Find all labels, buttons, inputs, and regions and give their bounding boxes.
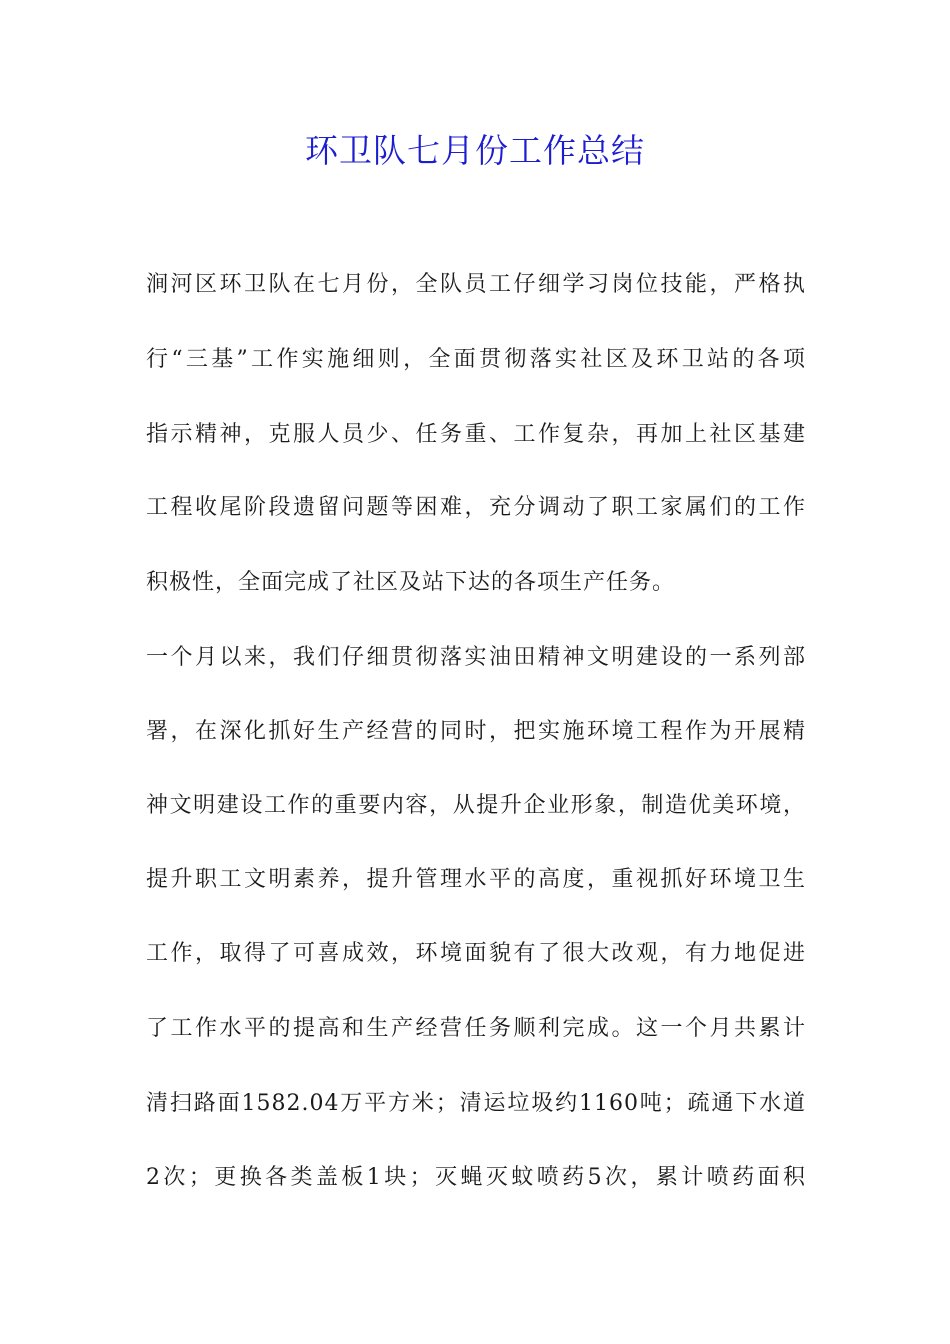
body-text-line: 指示精神，克服人员少、任务重、工作复杂，再加上社区基建 (146, 422, 806, 447)
body-text-line: 行“三基”工作实施细则，全面贯彻落实社区及环卫站的各项 (146, 347, 806, 372)
body-text-line: 涧河区环卫队在七月份，全队员工仔细学习岗位技能，严格执 (146, 272, 806, 297)
body-text-line: 了工作水平的提高和生产经营任务顺利完成。这一个月共累计 (146, 1016, 806, 1041)
body-text-line: 神文明建设工作的重要内容，从提升企业形象，制造优美环境， (146, 793, 806, 818)
body-text-line: 一个月以来，我们仔细贯彻落实油田精神文明建设的一系列部 (146, 645, 806, 670)
document-title: 环卫队七月份工作总结 (305, 131, 645, 170)
body-text-line: 2次；更换各类盖板1块；灭蝇灭蚊喷药5次，累计喷药面积 (146, 1165, 806, 1190)
body-text-line: 署，在深化抓好生产经营的同时，把实施环境工程作为开展精 (146, 719, 806, 744)
body-text-line: 工作，取得了可喜成效，环境面貌有了很大改观，有力地促进 (146, 941, 806, 966)
body-text-line: 工程收尾阶段遗留问题等困难，充分调动了职工家属们的工作 (146, 495, 806, 520)
body-text-line: 提升职工文明素养，提升管理水平的高度，重视抓好环境卫生 (146, 867, 806, 892)
body-text-line: 清扫路面1582.04万平方米；清运垃圾约1160吨；疏通下水道 (146, 1091, 806, 1116)
body-text-line: 积极性，全面完成了社区及站下达的各项生产任务。 (146, 570, 676, 595)
